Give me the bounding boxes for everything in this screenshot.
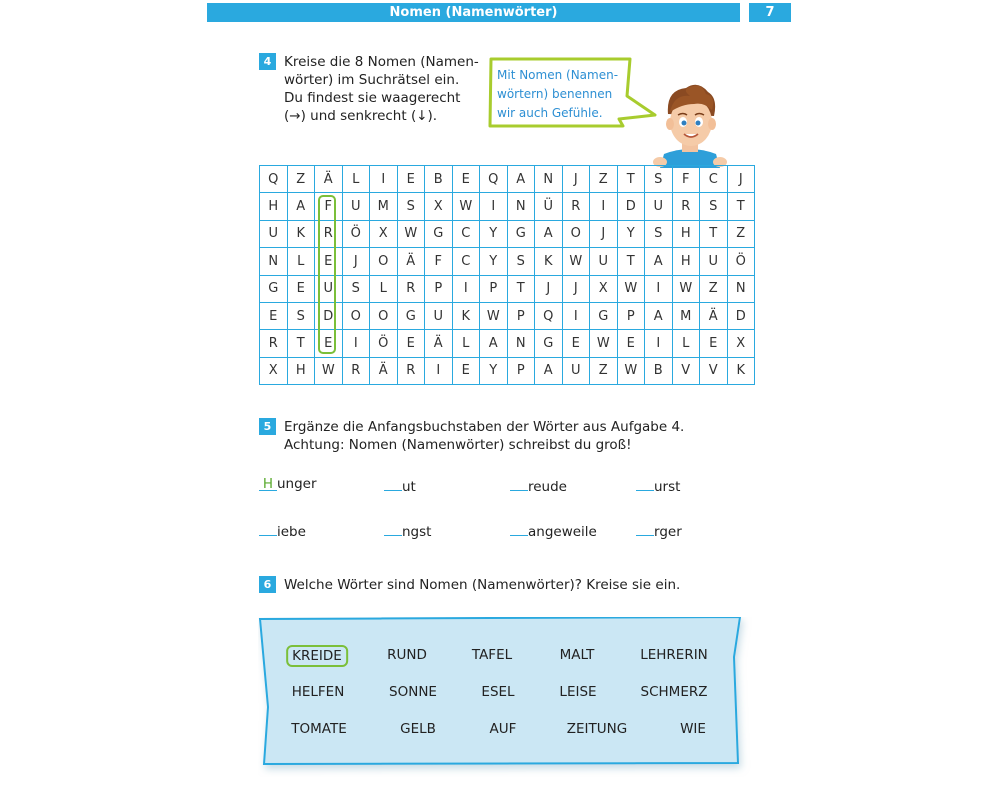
fill-word[interactable] [636,476,680,495]
grid-cell[interactable]: L [370,276,398,303]
grid-cell[interactable]: W [673,276,701,303]
task-6-badge [259,576,276,593]
grid-cell[interactable]: S [508,248,536,275]
grid-cell[interactable]: A [645,303,673,330]
grid-cell[interactable]: T [700,221,728,248]
word-rest: ngst [402,524,432,540]
grid-cell[interactable]: I [645,330,673,357]
grid-cell[interactable]: W [563,248,591,275]
grid-cell[interactable]: Ü [535,193,563,220]
grid-cell[interactable]: T [618,166,646,193]
grid-cell[interactable]: B [425,166,453,193]
grid-cell[interactable]: J [343,248,371,275]
grid-cell[interactable]: N [508,193,536,220]
grid-cell[interactable]: S [343,276,371,303]
grid-cell[interactable]: E [288,276,316,303]
grid-cell[interactable]: Z [700,276,728,303]
fill-blank[interactable] [384,476,402,491]
grid-cell[interactable]: G [535,330,563,357]
word-box-item[interactable]: RUND [387,647,427,663]
grid-cell[interactable]: S [645,166,673,193]
grid-cell[interactable]: Y [480,248,508,275]
grid-cell[interactable]: G [508,221,536,248]
grid-cell[interactable]: C [453,248,481,275]
grid-cell[interactable]: Z [288,166,316,193]
fill-word[interactable] [510,476,567,495]
grid-cell[interactable]: Q [535,303,563,330]
grid-cell[interactable]: G [425,221,453,248]
grid-cell[interactable]: J [728,166,756,193]
grid-cell[interactable]: Ö [728,248,756,275]
boy-illustration [650,82,730,172]
task-5-instructions [284,418,684,454]
grid-cell[interactable]: T [618,248,646,275]
grid-cell[interactable]: A [288,193,316,220]
fill-blank[interactable] [636,521,654,536]
grid-cell[interactable]: Q [260,166,288,193]
grid-cell[interactable]: W [315,358,343,385]
grid-cell[interactable]: W [618,276,646,303]
grid-cell[interactable]: A [645,248,673,275]
grid-cell[interactable]: F [315,193,343,220]
grid-cell[interactable]: F [425,248,453,275]
grid-cell[interactable]: F [673,166,701,193]
grid-cell[interactable]: W [453,193,481,220]
grid-cell[interactable]: G [260,276,288,303]
grid-cell[interactable]: Y [618,221,646,248]
word-rest: rger [654,524,682,540]
grid-cell[interactable]: X [370,221,398,248]
grid-cell[interactable]: A [535,358,563,385]
grid-cell[interactable]: Z [590,166,618,193]
word-box-item[interactable]: ZEITUNG [566,721,628,737]
fill-word[interactable] [510,521,597,540]
grid-cell[interactable]: Z [590,358,618,385]
word-box-item[interactable]: MALT [559,647,595,663]
grid-cell[interactable]: L [453,330,481,357]
grid-cell[interactable]: U [700,248,728,275]
grid-cell[interactable]: I [370,166,398,193]
grid-cell[interactable]: D [618,193,646,220]
fill-word[interactable] [384,476,416,495]
grid-cell[interactable]: A [535,221,563,248]
grid-cell[interactable]: Ö [343,221,371,248]
grid-cell[interactable]: G [590,303,618,330]
grid-cell[interactable]: D [728,303,756,330]
task-5-line-1: Ergänze die Anfangsbuchstaben der Wörter aus Aufgabe 4. [284,419,685,435]
word-box-item[interactable]: LEISE [559,684,597,700]
grid-cell[interactable]: B [645,358,673,385]
word-box-item[interactable]: GELB [400,721,436,737]
word-box-item[interactable]: WIE [680,721,706,737]
grid-cell[interactable]: U [563,358,591,385]
grid-cell[interactable]: A [508,166,536,193]
grid-cell[interactable]: U [343,193,371,220]
grid-cell[interactable]: I [590,193,618,220]
grid-cell[interactable]: H [288,358,316,385]
grid-cell[interactable]: T [508,276,536,303]
grid-cell[interactable]: P [425,276,453,303]
grid-cell[interactable]: R [260,330,288,357]
task-6-instructions [284,576,680,594]
chapter-title: Nomen (Namenwörter) [389,5,558,20]
grid-cell[interactable]: K [535,248,563,275]
grid-cell[interactable]: R [563,193,591,220]
word-box-item[interactable]: SONNE [389,684,437,700]
grid-cell[interactable]: R [343,358,371,385]
grid-cell[interactable]: W [480,303,508,330]
fill-blank[interactable] [384,521,402,536]
fill-word[interactable] [259,476,317,492]
grid-cell[interactable]: X [260,358,288,385]
grid-cell[interactable]: O [370,303,398,330]
task-6-line-1: Welche Wörter sind Nomen (Namenwörter)? Kreise sie ein. [284,577,681,593]
task-5-line-2: Achtung: Nomen (Namenwörter) schreibst du groß! [284,437,632,453]
word-rest: urst [654,479,681,495]
grid-cell[interactable]: E [563,330,591,357]
grid-cell[interactable]: L [343,166,371,193]
word-rest: unger [277,476,317,492]
fill-word[interactable] [636,521,682,540]
grid-cell[interactable]: E [398,166,426,193]
grid-cell[interactable]: M [673,303,701,330]
word-rest: reude [528,479,567,495]
grid-cell[interactable]: R [315,221,343,248]
grid-cell[interactable]: J [563,166,591,193]
grid-cell[interactable]: U [315,276,343,303]
grid-cell[interactable]: G [398,303,426,330]
task-4-line-4: (→) und senkrecht (↓). [284,108,438,124]
grid-cell[interactable]: H [260,193,288,220]
grid-cell[interactable]: U [590,248,618,275]
grid-cell[interactable]: W [590,330,618,357]
grid-cell[interactable]: L [288,248,316,275]
grid-cell[interactable]: U [260,221,288,248]
grid-cell[interactable]: P [480,276,508,303]
grid-cell[interactable]: R [673,193,701,220]
word-box-item[interactable]: LEHRERIN [640,647,708,663]
grid-cell[interactable]: T [728,193,756,220]
chapter-title-bar [207,3,740,22]
grid-cell[interactable]: X [425,193,453,220]
word-box-item[interactable]: AUF [489,721,517,737]
grid-cell[interactable]: K [728,358,756,385]
word-box-item[interactable]: KREIDE [286,645,348,667]
grid-cell[interactable]: Ä [398,248,426,275]
grid-cell[interactable]: C [700,166,728,193]
grid-cell[interactable]: I [645,276,673,303]
grid-cell[interactable]: O [343,303,371,330]
fill-blank[interactable] [510,521,528,536]
grid-cell[interactable]: P [508,358,536,385]
grid-cell[interactable]: D [315,303,343,330]
task-4-instructions [284,53,479,125]
word-rest: ut [402,479,416,495]
bubble-line-2: wörtern) benennen [497,87,613,101]
grid-cell[interactable]: I [563,303,591,330]
grid-cell[interactable]: X [728,330,756,357]
grid-cell[interactable]: K [453,303,481,330]
task-4-line-1: Kreise die 8 Nomen (Namen- [284,54,479,70]
word-box-item[interactable]: TAFEL [471,647,513,663]
grid-cell[interactable]: Ö [370,330,398,357]
word-rest: angeweile [528,524,597,540]
task-4-badge [259,53,276,70]
grid-cell[interactable]: E [398,330,426,357]
grid-cell[interactable]: O [563,221,591,248]
grid-cell[interactable]: N [508,330,536,357]
grid-cell[interactable]: E [453,358,481,385]
grid-cell[interactable]: U [645,193,673,220]
grid-cell[interactable]: E [700,330,728,357]
grid-cell[interactable]: C [453,221,481,248]
grid-cell[interactable]: J [535,276,563,303]
grid-cell[interactable]: E [315,330,343,357]
grid-cell[interactable]: E [453,166,481,193]
grid-cell[interactable]: L [673,330,701,357]
grid-cell[interactable]: Z [728,221,756,248]
grid-cell[interactable]: V [700,358,728,385]
word-box-item[interactable]: SCHMERZ [640,684,708,700]
grid-cell[interactable]: N [728,276,756,303]
grid-cell[interactable]: S [288,303,316,330]
grid-cell[interactable]: P [618,303,646,330]
grid-cell[interactable]: H [673,248,701,275]
grid-cell[interactable]: J [590,221,618,248]
grid-cell[interactable]: I [480,193,508,220]
fill-blank[interactable] [259,521,277,536]
word-box-item[interactable]: HELFEN [291,684,345,700]
grid-cell[interactable]: Ä [700,303,728,330]
fill-word[interactable] [259,521,306,540]
grid-cell[interactable]: S [398,193,426,220]
grid-cell[interactable]: E [315,248,343,275]
grid-cell[interactable]: Q [480,166,508,193]
grid-cell[interactable]: R [398,358,426,385]
task-6-number: 6 [263,578,272,591]
word-box-item[interactable]: ESEL [481,684,515,700]
grid-cell[interactable]: E [260,303,288,330]
grid-cell[interactable]: H [673,221,701,248]
grid-cell[interactable]: S [645,221,673,248]
word-rest: iebe [277,524,306,540]
fill-blank[interactable] [510,476,528,491]
grid-cell[interactable]: Ä [370,358,398,385]
task-4-line-3: Du findest sie waagerecht [284,90,461,106]
grid-circled-word-highlight [318,195,336,354]
bubble-line-3: wir auch Gefühle. [497,106,603,120]
task-4-line-2: wörter) im Suchrätsel ein. [284,72,460,88]
grid-cell[interactable]: I [343,330,371,357]
page-number-label: 7 [765,5,775,20]
grid-cell[interactable]: K [288,221,316,248]
grid-cell[interactable]: X [590,276,618,303]
fill-blank[interactable]: H [259,476,277,491]
grid-cell[interactable]: I [453,276,481,303]
grid-cell[interactable]: A [480,330,508,357]
task-5-number: 5 [263,420,272,433]
grid-cell[interactable]: T [288,330,316,357]
grid-cell[interactable]: Ä [425,330,453,357]
grid-cell[interactable]: J [563,276,591,303]
grid-cell[interactable]: M [370,193,398,220]
page-number [749,3,791,22]
fill-word[interactable] [384,521,431,540]
grid-cell[interactable]: E [618,330,646,357]
grid-cell[interactable]: V [673,358,701,385]
task-4-number: 4 [263,55,272,68]
grid-cell[interactable]: O [370,248,398,275]
grid-cell[interactable]: P [508,303,536,330]
fill-blank[interactable] [636,476,654,491]
task-5-badge [259,418,276,435]
word-box-item[interactable]: TOMATE [291,721,347,737]
grid-cell[interactable]: Y [480,358,508,385]
grid-cell[interactable]: W [398,221,426,248]
grid-cell[interactable]: N [260,248,288,275]
grid-cell[interactable]: U [425,303,453,330]
grid-cell[interactable]: S [700,193,728,220]
bubble-line-1: Mit Nomen (Namen- [497,68,619,82]
grid-cell[interactable]: Ä [315,166,343,193]
grid-cell[interactable]: N [535,166,563,193]
grid-cell[interactable]: Y [480,221,508,248]
grid-cell[interactable]: W [618,358,646,385]
speech-bubble-text [497,66,627,123]
grid-cell[interactable]: I [425,358,453,385]
grid-cell[interactable]: R [398,276,426,303]
